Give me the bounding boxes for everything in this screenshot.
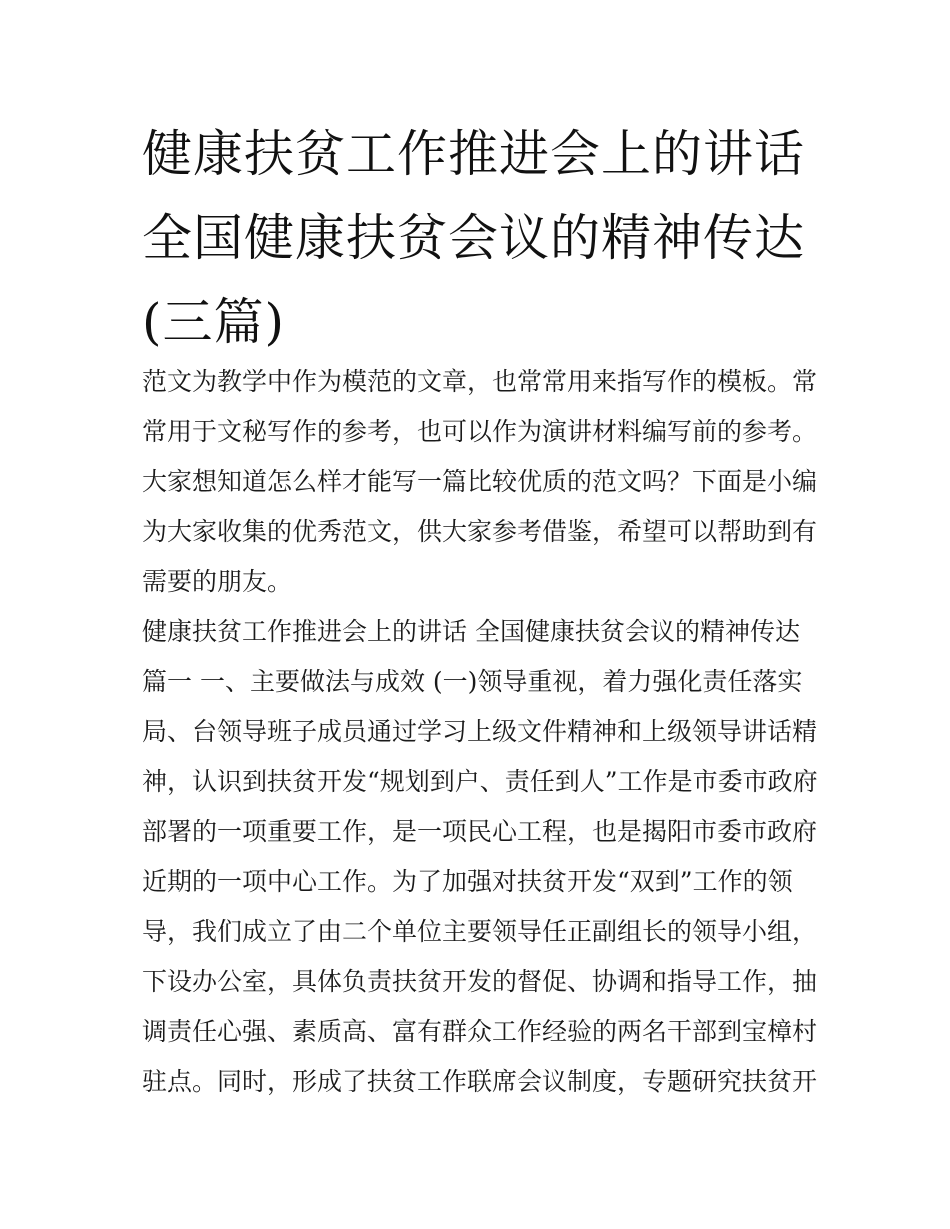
text-line: 近期的一项中心工作。为了加强对扶贫开发“双到”工作的领 xyxy=(142,867,793,896)
text-line: 常用于文秘写作的参考，也可以作为演讲材料编写前的参考。 xyxy=(142,417,818,446)
text-line: 健康扶贫工作推进会上的讲话 全国健康扶贫会议的精神传达 xyxy=(142,617,800,646)
title-line: (三篇) xyxy=(142,293,286,351)
text-line: 导，我们成立了由二个单位主要领导任正副组长的领导小组， xyxy=(142,917,818,946)
text-line: 部署的一项重要工作，是一项民心工程，也是揭阳市委市政府 xyxy=(142,817,818,846)
intro-paragraph xyxy=(142,357,822,607)
text-line: 下设办公室，具体负责扶贫开发的督促、协调和指导工作，抽 xyxy=(142,967,818,996)
document-title xyxy=(142,112,822,364)
text-line: 大家想知道怎么样才能写一篇比较优质的范文吗？下面是小编 xyxy=(142,467,818,496)
text-line: 调责任心强、素质高、富有群众工作经验的两名干部到宝樟村 xyxy=(142,1017,818,1046)
text-line: 范文为教学中作为模范的文章，也常常用来指写作的模板。常 xyxy=(142,367,818,396)
main-paragraph xyxy=(142,607,822,1107)
text-line: 神，认识到扶贫开发“规划到户、责任到人”工作是市委市政府 xyxy=(142,767,818,796)
text-line: 驻点。同时，形成了扶贫工作联席会议制度，专题研究扶贫开 xyxy=(142,1067,818,1096)
title-line: 全国健康扶贫会议的精神传达 xyxy=(142,209,805,267)
text-line: 局、台领导班子成员通过学习上级文件精神和上级领导讲话精 xyxy=(142,717,818,746)
title-line: 健康扶贫工作推进会上的讲话 xyxy=(142,125,805,183)
text-line: 需要的朋友。 xyxy=(142,567,293,596)
document-body xyxy=(142,357,822,1107)
text-line: 篇一 一、主要做法与成效 (一)领导重视，着力强化责任落实 xyxy=(142,667,803,696)
text-line: 为大家收集的优秀范文，供大家参考借鉴，希望可以帮助到有 xyxy=(142,517,818,546)
